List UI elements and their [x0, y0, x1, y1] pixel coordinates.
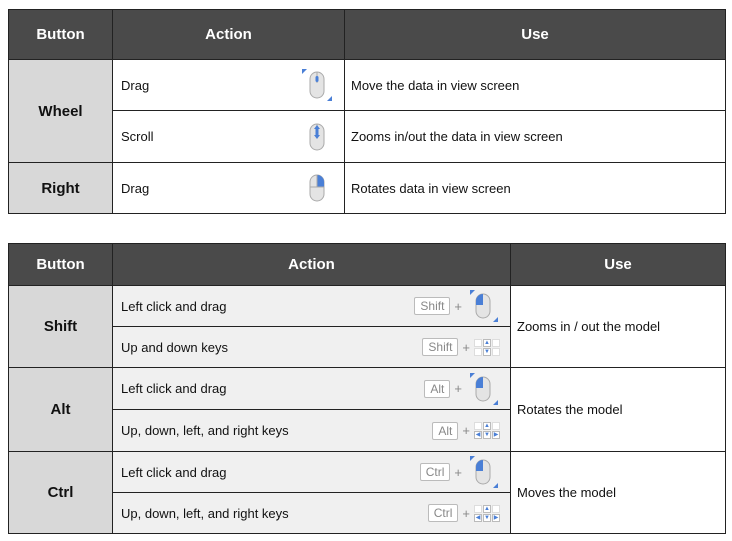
use-cell: Move the data in view screen	[345, 60, 726, 111]
action-text: Left click and drag	[121, 464, 227, 480]
action-text: Drag	[121, 180, 150, 196]
header-button: Button	[9, 244, 113, 286]
table-header-row	[9, 10, 726, 60]
key-combo	[424, 372, 500, 406]
key-label: Alt	[424, 380, 450, 398]
mouse-left-drag-icon	[466, 372, 500, 406]
plus-icon: +	[462, 423, 470, 438]
button-cell: Wheel	[9, 60, 113, 163]
mouse-wheel-drag-icon	[300, 67, 334, 103]
button-cell: Alt	[9, 368, 113, 452]
plus-icon: +	[454, 298, 462, 314]
keyboard-controls-table	[8, 243, 726, 534]
plus-icon: +	[462, 505, 470, 521]
use-cell: Rotates the model	[511, 368, 726, 452]
plus-icon: +	[454, 464, 462, 480]
action-text: Drag	[121, 77, 150, 93]
header-action: Action	[113, 244, 511, 286]
table-header-row	[9, 244, 726, 286]
action-cell	[113, 286, 511, 327]
header-use: Use	[345, 10, 726, 60]
mouse-controls-table	[8, 9, 726, 214]
up-down-keys-icon: ▲ ▼	[474, 339, 500, 356]
table-row	[9, 163, 726, 214]
use-cell: Zooms in/out the data in view screen	[345, 111, 726, 163]
table-row	[9, 111, 726, 163]
action-text: Left click and drag	[121, 298, 227, 314]
action-cell	[113, 493, 511, 534]
key-combo	[414, 289, 500, 323]
mouse-left-drag-icon	[466, 455, 500, 489]
key-label: Shift	[414, 297, 450, 315]
use-cell: Rotates data in view screen	[345, 163, 726, 214]
arrow-keys-icon: ▲ ◀ ▼ ▶	[475, 423, 499, 438]
action-text: Scroll	[121, 129, 154, 144]
table-row	[9, 60, 726, 111]
action-cell	[113, 60, 345, 111]
use-cell: Moves the model	[511, 452, 726, 534]
key-label: Ctrl	[420, 463, 451, 481]
action-text: Up, down, left, and right keys	[121, 423, 289, 438]
key-label: Alt	[432, 422, 458, 440]
key-combo	[428, 504, 500, 522]
header-action: Action	[113, 10, 345, 60]
action-cell	[113, 111, 345, 163]
use-cell: Zooms in / out the model	[511, 286, 726, 368]
header-use: Use	[511, 244, 726, 286]
action-text: Up and down keys	[121, 339, 228, 355]
key-combo	[420, 455, 500, 489]
action-cell	[113, 327, 511, 368]
action-cell	[113, 368, 511, 410]
mouse-wheel-scroll-icon	[300, 119, 334, 155]
action-cell	[113, 452, 511, 493]
table-row	[9, 368, 726, 410]
button-cell: Shift	[9, 286, 113, 368]
table-row	[9, 286, 726, 327]
button-cell: Ctrl	[9, 452, 113, 534]
action-cell	[113, 410, 511, 452]
key-combo	[432, 422, 500, 440]
mouse-right-drag-icon	[300, 170, 334, 206]
mouse-left-drag-icon	[466, 289, 500, 323]
key-label: Shift	[422, 338, 458, 356]
action-cell	[113, 163, 345, 214]
key-label: Ctrl	[428, 504, 459, 522]
action-text: Up, down, left, and right keys	[121, 505, 289, 521]
table-row	[9, 452, 726, 493]
arrow-keys-icon: ▲ ◀ ▼ ▶	[475, 505, 499, 521]
plus-icon: +	[462, 339, 470, 355]
button-cell: Right	[9, 163, 113, 214]
header-button: Button	[9, 10, 113, 60]
plus-icon: +	[454, 381, 462, 396]
action-text: Left click and drag	[121, 381, 227, 396]
key-combo	[422, 338, 500, 356]
